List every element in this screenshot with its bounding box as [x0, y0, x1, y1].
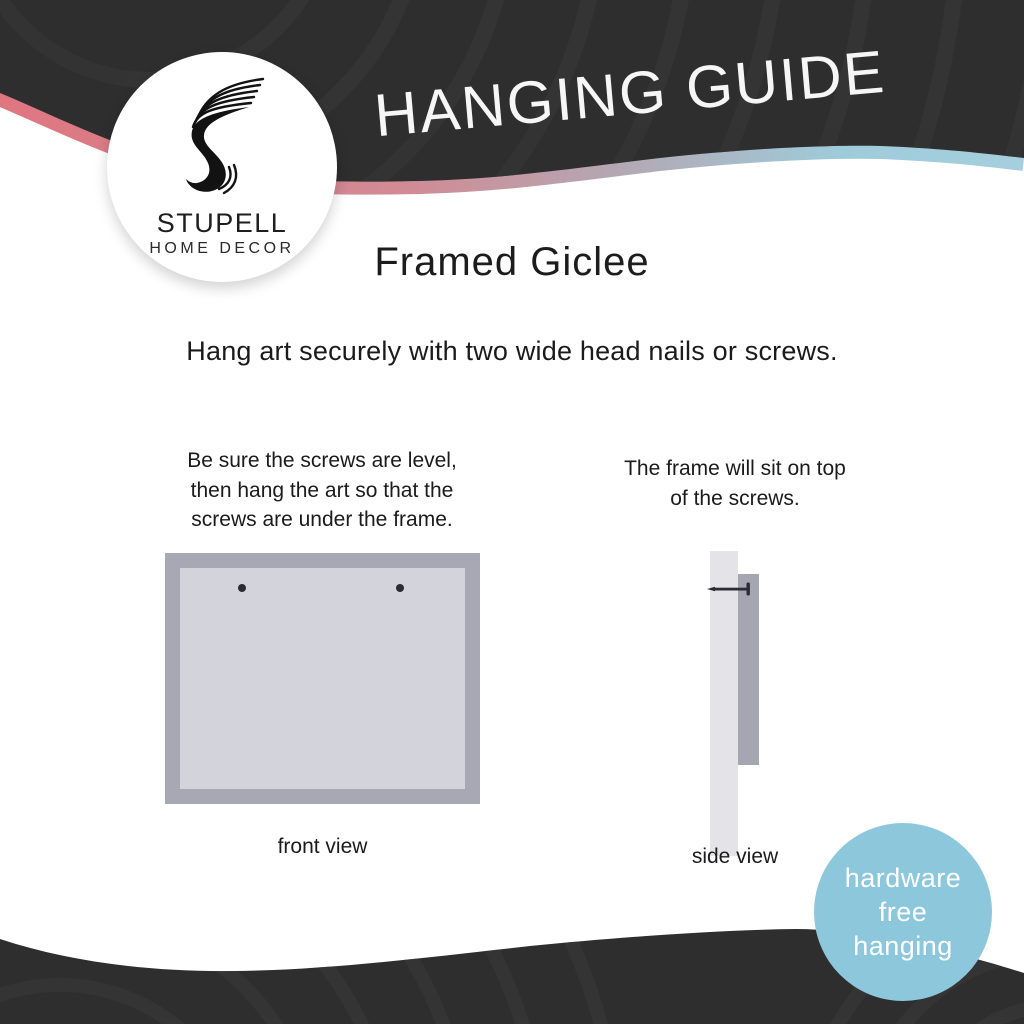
side-caption-line: of the screws. [670, 486, 800, 510]
product-type-title: Framed Giclee [374, 240, 650, 284]
brand-tagline: HOME DECOR [149, 240, 295, 257]
hardware-free-badge [814, 823, 992, 1001]
side-view-label: side view [691, 845, 779, 868]
side-view-caption [575, 454, 895, 513]
front-caption-line: screws are under the frame. [191, 508, 453, 531]
badge-line: hanging [853, 931, 953, 961]
badge-line: free [878, 897, 928, 927]
screw-dot-left [238, 584, 246, 592]
front-view-frame-inner [180, 568, 465, 789]
front-view-frame-diagram [165, 553, 480, 804]
side-caption-line: The frame will sit on top [624, 457, 846, 480]
stupell-logo-mark [163, 70, 283, 200]
badge-line: hardware [844, 863, 962, 893]
front-view-label: front view [277, 835, 368, 858]
side-view-frame-bar [738, 574, 759, 765]
main-instruction: Hang art securely with two wide head nails or screws. [186, 336, 838, 366]
screw-dot-right [396, 584, 404, 592]
brand-name: STUPELL [156, 208, 288, 238]
page-title: HANGING GUIDE [371, 37, 889, 150]
brand-logo [107, 52, 337, 282]
front-caption-line: then hang the art so that the [190, 478, 454, 502]
nail-icon [706, 580, 754, 598]
front-caption-line: Be sure the screws are level, [187, 449, 457, 472]
front-view-caption [130, 446, 514, 535]
